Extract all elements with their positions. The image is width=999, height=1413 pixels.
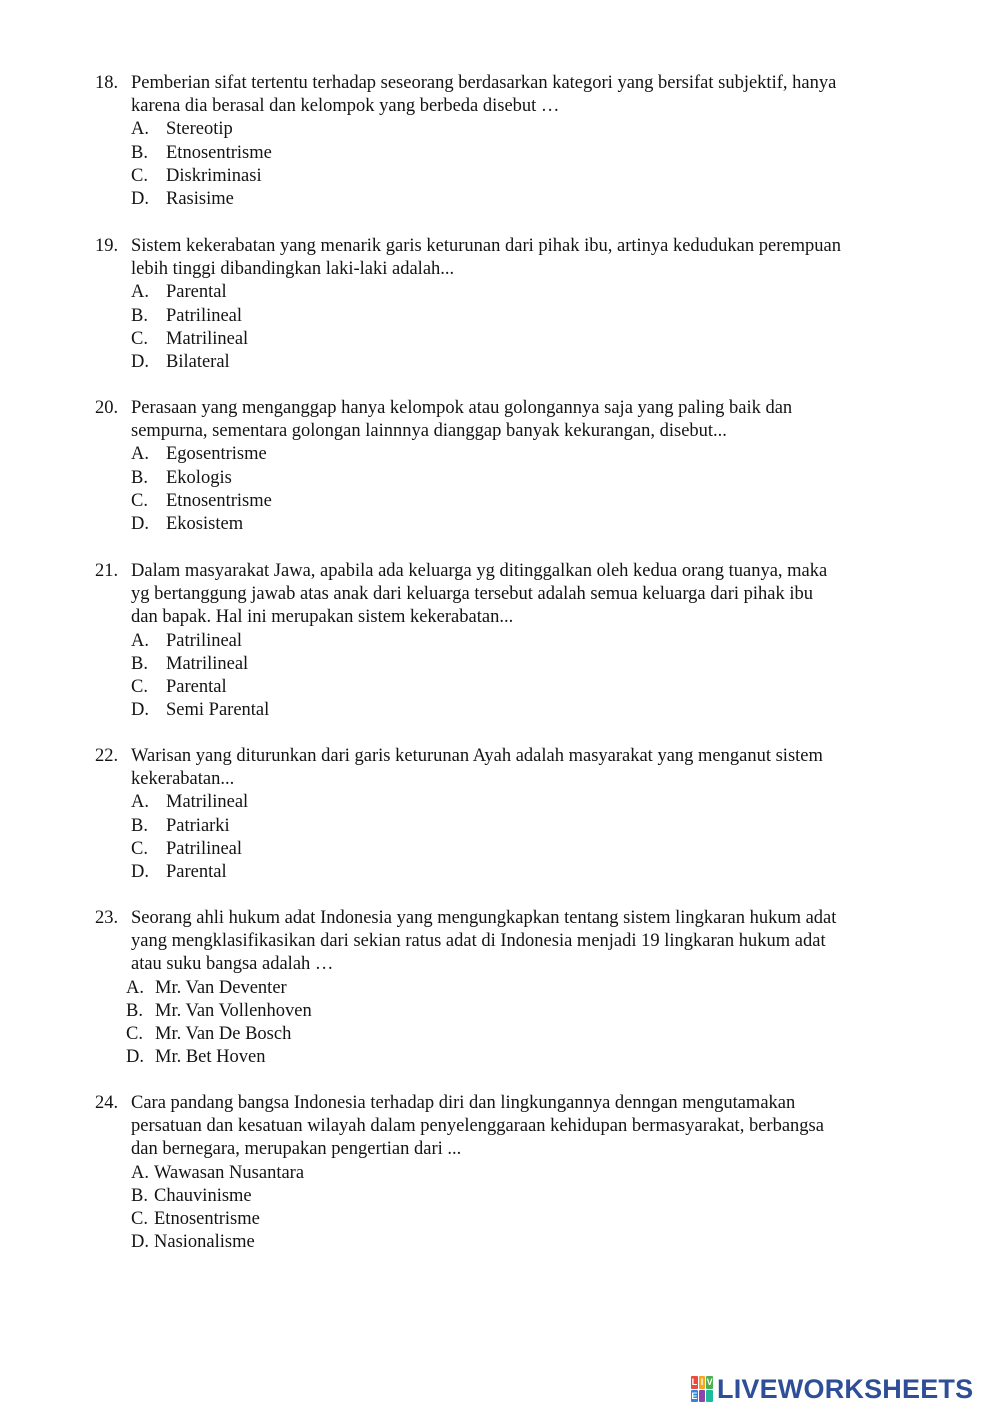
option-text: Patriarki: [166, 815, 230, 836]
option-letter: C.: [131, 676, 148, 697]
option-text: Matrilineal: [166, 653, 249, 674]
option-text: Patrilineal: [166, 630, 243, 651]
option-letter: B.: [131, 815, 148, 836]
logo-mark-icon: [691, 1376, 713, 1402]
option-b[interactable]: [131, 1185, 925, 1208]
question-23: [95, 907, 925, 1069]
option-letter: B.: [131, 142, 148, 163]
option-letter: B.: [131, 467, 148, 488]
option-list: [126, 977, 925, 1070]
option-a[interactable]: [131, 791, 925, 814]
option-text: Mr. Van Deventer: [155, 977, 287, 998]
logo-mark-cell: [706, 1390, 713, 1403]
logo-mark-cell: [699, 1390, 706, 1403]
option-list: [131, 791, 925, 884]
option-text: Rasisime: [166, 188, 234, 209]
option-text: Ekologis: [166, 467, 232, 488]
question-text: Dalam masyarakat Jawa, apabila ada keluarga yg ditinggalkan oleh kedua orang tuanya, maka yg bertanggung jawab atas anak dari keluarga tersebut adalah semua keluarga dari pihak ibu dan bapak. Hal ini merupakan sistem kekerabatan...: [131, 561, 828, 628]
option-letter: D.: [131, 351, 149, 372]
option-c[interactable]: [131, 328, 925, 351]
option-text: Chauvinisme: [154, 1185, 252, 1206]
option-letter: B.: [131, 1185, 148, 1206]
option-c[interactable]: [126, 1023, 925, 1046]
option-d[interactable]: [131, 188, 925, 211]
question-number: 20.: [95, 398, 119, 418]
option-b[interactable]: [126, 1000, 925, 1023]
question-text: Pemberian sifat tertentu terhadap seseorang berdasarkan kategori yang bersifat subjektif, hanya karena dia berasal dan kelompok yang berbeda disebut …: [131, 73, 837, 117]
logo-mark-cell: L: [691, 1377, 698, 1388]
option-letter: B.: [126, 1000, 143, 1021]
option-text: Matrilineal: [166, 328, 249, 349]
option-letter: A.: [131, 119, 149, 140]
question-20: [95, 397, 925, 536]
question-22: [95, 745, 925, 884]
option-letter: C.: [131, 165, 148, 186]
option-b[interactable]: [131, 142, 925, 165]
option-c[interactable]: [131, 165, 925, 188]
option-c[interactable]: [131, 838, 925, 861]
question-text: Cara pandang bangsa Indonesia terhadap diri dan lingkungannya denngan mengutamakan persatuan dan kesatuan wilayah dalam penyelenggaraan kehidupan bermasyarakat, berbangsa dan bernegara, merupakan pengertian dari ...: [131, 1093, 824, 1160]
question-19: [95, 235, 925, 374]
option-letter: C.: [131, 328, 148, 349]
option-text: Parental: [166, 861, 227, 882]
option-letter: A.: [131, 444, 149, 465]
option-text: Etnosentrisme: [154, 1208, 260, 1229]
question-number: 24.: [95, 1093, 119, 1113]
option-letter: A.: [131, 1162, 149, 1183]
option-c[interactable]: [131, 490, 925, 513]
option-letter: A.: [126, 977, 144, 998]
option-d[interactable]: [131, 513, 925, 536]
option-text: Mr. Van De Bosch: [155, 1023, 292, 1044]
option-c[interactable]: [131, 1208, 925, 1231]
option-letter: D.: [126, 1047, 144, 1068]
question-text: Seorang ahli hukum adat Indonesia yang mengungkapkan tentang sistem lingkaran hukum adat yang mengklasifikasikan dari sekian ratus adat di Indonesia menjadi 19 lingkaran hukum adat atau suku bangsa adalah …: [131, 908, 837, 975]
logo-mark-cell: V: [706, 1377, 713, 1388]
option-letter: A.: [131, 792, 149, 813]
option-text: Diskriminasi: [166, 165, 262, 186]
option-d[interactable]: [131, 1231, 925, 1254]
option-letter: B.: [131, 653, 148, 674]
option-text: Parental: [166, 676, 227, 697]
option-b[interactable]: [131, 305, 925, 328]
option-text: Egosentrisme: [166, 444, 267, 465]
option-letter: C.: [126, 1023, 143, 1044]
option-d[interactable]: [131, 351, 925, 374]
question-text: Sistem kekerabatan yang menarik garis keturunan dari pihak ibu, artinya kedudukan perempuan lebih tinggi dibandingkan laki-laki adalah...: [131, 236, 841, 280]
option-letter: D.: [131, 513, 149, 534]
question-number: 21.: [95, 561, 119, 581]
option-letter: A.: [131, 630, 149, 651]
question-number: 19.: [95, 236, 119, 256]
option-d[interactable]: [131, 699, 925, 722]
question-number: 18.: [95, 73, 119, 93]
logo-mark-cell: I: [699, 1376, 706, 1389]
option-text: Parental: [166, 282, 227, 303]
option-d[interactable]: [131, 861, 925, 884]
question-number: 22.: [95, 746, 119, 766]
option-a[interactable]: [131, 281, 925, 304]
option-list: [131, 281, 925, 374]
option-text: Etnosentrisme: [166, 490, 272, 511]
logo-text: LIVEWORKSHEETS: [717, 1374, 974, 1404]
option-letter: D.: [131, 1232, 149, 1253]
option-letter: B.: [131, 305, 148, 326]
option-letter: A.: [131, 282, 149, 303]
option-a[interactable]: [131, 118, 925, 141]
option-text: Patrilineal: [166, 838, 243, 859]
option-letter: D.: [131, 188, 149, 209]
option-text: Stereotip: [166, 119, 233, 140]
option-a[interactable]: [131, 630, 925, 653]
option-letter: C.: [131, 838, 148, 859]
option-letter: D.: [131, 861, 149, 882]
option-b[interactable]: [131, 467, 925, 490]
question-text: Perasaan yang menganggap hanya kelompok atau golongannya saja yang paling baik dan sempurna, sementara golongan lainnnya dianggap banyak kekurangan, disebut...: [131, 398, 793, 442]
option-list: [131, 118, 925, 211]
option-text: Matrilineal: [166, 792, 249, 813]
option-text: Mr. Van Vollenhoven: [155, 1000, 312, 1021]
option-text: Wawasan Nusantara: [154, 1162, 305, 1183]
option-letter: C.: [131, 490, 148, 511]
option-letter: D.: [131, 700, 149, 721]
option-letter: C.: [131, 1208, 148, 1229]
option-text: Nasionalisme: [154, 1232, 255, 1253]
option-c[interactable]: [131, 676, 925, 699]
option-text: Ekosistem: [166, 513, 244, 534]
question-text: Warisan yang diturunkan dari garis keturunan Ayah adalah masyarakat yang menganut sistem kekerabatan...: [131, 746, 823, 790]
option-d[interactable]: [126, 1046, 925, 1069]
option-list: [131, 443, 925, 536]
option-text: Mr. Bet Hoven: [155, 1047, 266, 1068]
liveworksheets-logo[interactable]: [691, 1374, 973, 1404]
question-21: [95, 560, 925, 722]
option-text: Patrilineal: [166, 305, 243, 326]
logo-mark-cell: E: [691, 1390, 698, 1401]
question-number: 23.: [95, 908, 119, 928]
option-b[interactable]: [131, 653, 925, 676]
option-text: Bilateral: [166, 351, 230, 372]
option-list: [131, 1162, 925, 1255]
question-24: [95, 1092, 925, 1254]
option-a[interactable]: [131, 443, 925, 466]
option-a[interactable]: [131, 1162, 925, 1185]
option-list: [131, 630, 925, 723]
question-18: [95, 72, 925, 211]
option-b[interactable]: [131, 815, 925, 838]
option-text: Etnosentrisme: [166, 142, 272, 163]
option-text: Semi Parental: [166, 700, 270, 721]
option-a[interactable]: [126, 977, 925, 1000]
